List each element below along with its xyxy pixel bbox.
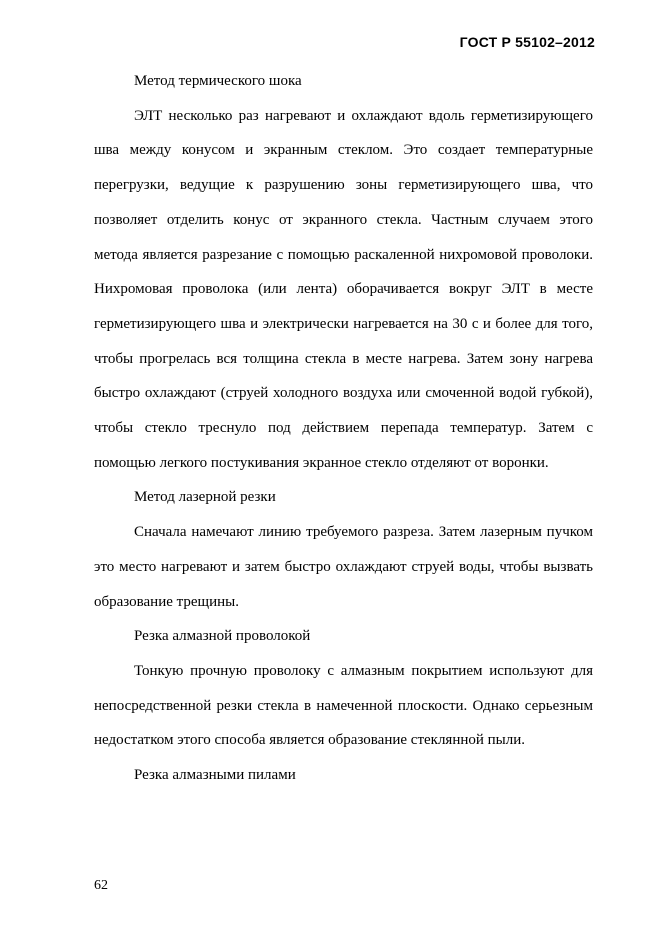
section-title-diamond-saws: Резка алмазными пилами [134,767,296,784]
paragraph-laser-cutting: Сначала намечают линию требуемого разреза. Затем лазерным пучком это место нагревают и затем быстро охлаждают струей воды, чтобы вызвать образование трещины. [94,524,593,610]
paragraph-diamond-wire: Тонкую прочную проволоку с алмазным покрытием используют для непосредственной резки стекла в намеченной плоскости. Однако серьезным недостатком этого способа является образование стеклянной пыли. [94,662,593,749]
page-number: 62 [94,878,108,893]
section-title-thermal-shock: Метод термического шока [134,73,302,89]
document-code-header: ГОСТ Р 55102–2012 [459,34,595,50]
paragraph-thermal-shock: ЭЛТ несколько раз нагревают и охлаждают вдоль герметизирующего шва между конусом и экранным стеклом. Это создает температурные перегрузки, ведущие к разрушению зоны герметизирующего шва, что позволяет отделить конус от экранного стекла. Частным случаем этого метода является разрезание с помощью раскаленной нихромовой проволоки. Нихромовая проволока (или лента) оборачивается вокруг ЭЛТ в месте герметизирующего шва и электрически нагревается на 30 с и более для того, чтобы прогрелась вся толщина стекла в месте нагрева. Затем зону нагрева быстро охлаждают (струей холодного воздуха или смоченной водой губкой), чтобы стекло треснуло под действием перепада температур. Затем с помощью легкого постукивания экранное стекло отделяют от воронки. [94,107,593,471]
section-title-laser-cutting: Метод лазерной резки [134,489,276,506]
document-body [94,64,593,793]
section-title-diamond-wire: Резка алмазной проволокой [134,628,311,645]
